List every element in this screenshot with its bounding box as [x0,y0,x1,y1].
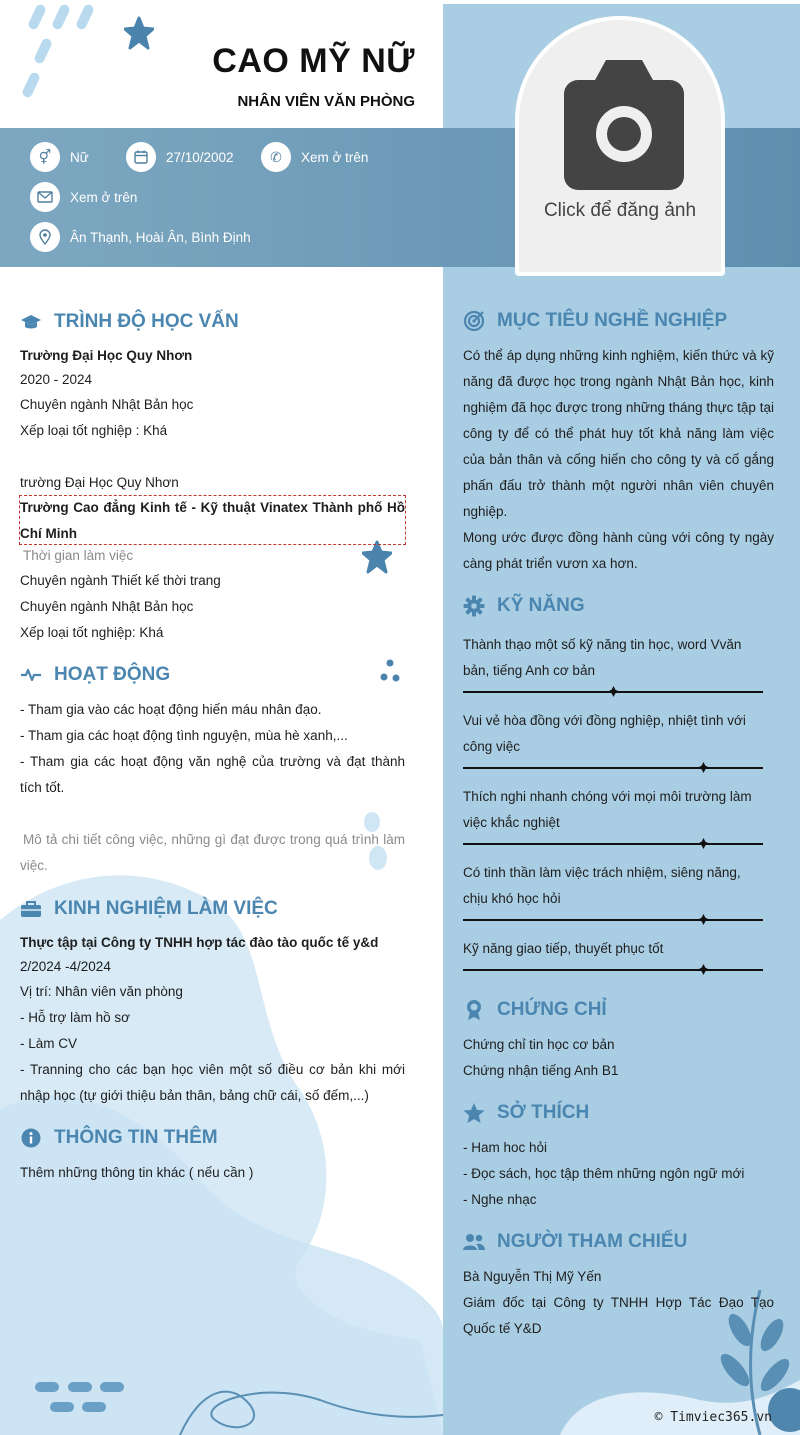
section-certificates-title [463,999,607,1021]
skill-level-marker[interactable] [698,914,709,925]
section-objective-title [463,310,727,332]
more-info-heading: THÔNG TIN THÊM [54,1127,218,1148]
dots-decoration [378,658,402,686]
pulse-icon [20,664,42,686]
education-major-1[interactable]: Chuyên ngành Nhật Bản học [20,397,194,412]
dash-decoration [30,1378,130,1418]
hobby-item-3[interactable]: - Nghe nhạc [463,1192,537,1207]
section-references-title [463,1231,687,1253]
avatar-upload[interactable] [515,16,725,276]
activity-item-3[interactable]: - Tham gia các hoạt động văn nghệ của trường và đạt thành tích tốt. [20,754,405,795]
phone-value[interactable]: Xem ở trên [301,149,369,165]
skill-level-marker[interactable] [608,686,619,697]
section-skills-title [463,595,585,617]
candidate-position: NHÂN VIÊN VĂN PHÒNG [237,93,415,110]
birthday-value[interactable]: 27/10/2002 [166,149,234,165]
skill-bar-2[interactable] [463,767,763,769]
gear-icon [463,595,485,617]
skill-bar-3[interactable] [463,843,763,845]
education-major-2a[interactable]: Chuyên ngành Thiết kế thời trang [20,573,221,588]
education-major-2b[interactable]: Chuyên ngành Nhật Bản học [20,599,194,614]
skill-bar-5[interactable] [463,969,763,971]
phone-icon: ✆ [261,142,291,172]
activity-item-2[interactable]: - Tham gia các hoạt động tình nguyện, mùa hè xanh,... [20,728,348,743]
education-school-2[interactable]: Trường Cao đẳng Kinh tế - Kỹ thuật Vinatex Thành phố Hồ Chí Minh [20,500,405,541]
education-period-2[interactable]: Thời gian làm việc [23,548,134,563]
skill-label-5[interactable]: Kỹ năng giao tiếp, thuyết phục tốt [463,941,664,956]
section-activities-title [20,664,170,686]
skills-heading: KỸ NĂNG [497,595,585,616]
skill-label-3[interactable]: Thích nghi nhanh chóng với mọi môi trường làm việc khắc nghiệt [463,789,752,830]
star-icon [463,1102,485,1124]
experience-company[interactable]: Thực tập tại Công ty TNHH hợp tác đào tào quốc tế y&d [20,935,379,950]
education-grade-2[interactable]: Xếp loại tốt nghiệp: Khá [20,625,164,640]
education-heading: TRÌNH ĐỘ HỌC VẤN [54,311,239,332]
reference-detail[interactable]: Giám đốc tại Công ty TNHH Hợp Tác Đạo Tạo Quốc tế Y&D [463,1295,774,1336]
users-icon [463,1231,485,1253]
skill-bar-1[interactable] [463,691,763,693]
activity-description[interactable]: Mô tả chi tiết công việc, những gì đạt được trong quá trình làm việc. [20,832,405,873]
reference-name[interactable]: Bà Nguyễn Thị Mỹ Yến [463,1269,602,1284]
gender-value[interactable]: Nữ [70,149,89,165]
activities-heading: HOẠT ĐỘNG [54,664,171,685]
experience-period[interactable]: 2/2024 -4/2024 [20,959,111,974]
skill-level-marker[interactable] [698,838,709,849]
info-icon [20,1127,42,1149]
skill-label-2[interactable]: Vui vẻ hòa đồng với đồng nghiệp, nhiệt tình với công việc [463,713,746,754]
graduation-cap-icon [20,311,42,333]
skill-level-marker[interactable] [698,964,709,975]
experience-heading: KINH NGHIỆM LÀM VIỆC [54,898,278,919]
gender-icon: ⚥ [30,142,60,172]
section-experience-title [20,898,278,920]
activity-item-1[interactable]: - Tham gia vào các hoạt động hiến máu nhân đạo. [20,702,322,717]
education-school-lower[interactable]: trường Đại Học Quy Nhơn [20,475,179,490]
certificate-item-1[interactable]: Chứng chỉ tin học cơ bản [463,1037,615,1052]
objective-paragraph-2[interactable]: Mong ước được đồng hành cùng với công ty ngày càng phát triển vươn xa hơn. [463,530,774,571]
experience-task-2[interactable]: - Làm CV [20,1036,78,1051]
objective-paragraph-1[interactable]: Có thể áp dụng những kinh nghiệm, kiến thức và kỹ năng đã được học trong ngành Nhật Bản học, kinh nghiệm đã học được trong những tháng thực tập tại công ty để có thể phát huy tốt khả năng làm việc của bản thân và cống hiến cho công ty và cố gắng phấn đấu trở thành một người nhân viên chuyên nghiệp. [463,348,774,519]
section-more-info-title [20,1127,218,1149]
education-school-1[interactable]: Trường Đại Học Quy Nhơn [20,348,193,363]
section-education-title [20,311,239,333]
education-grade-1[interactable]: Xếp loại tốt nghiệp : Khá [20,423,168,438]
objective-heading: MỤC TIÊU NGHỀ NGHIỆP [497,310,728,331]
avatar-placeholder[interactable] [519,20,721,272]
experience-task-3[interactable]: - Tranning cho các bạn học viên một số điều cơ bản khi mới nhập học (tự giới thiệu bản thân, bảng chữ cái, số đếm,...) [20,1062,405,1103]
more-info-text[interactable]: Thêm những thông tin khác ( nếu cần ) [20,1165,254,1180]
hobby-item-1[interactable]: - Ham hoc hỏi [463,1140,548,1155]
briefcase-icon [20,898,42,920]
experience-role[interactable]: Vị trí: Nhân viên văn phòng [20,984,183,999]
contact-address [30,222,251,252]
certificates-heading: CHỨNG CHỈ [497,999,607,1020]
camera-icon [564,58,684,190]
calendar-icon [126,142,156,172]
skill-label-4[interactable]: Có tinh thần làm việc trách nhiệm, siêng năng, chịu khó học hỏi [463,865,741,906]
contact-email [30,182,137,212]
skill-level-marker[interactable] [698,762,709,773]
target-icon [463,310,485,332]
watermark-footer: © Timviec365.vn [654,1410,772,1425]
candidate-name: CAO MỸ NỮ [212,42,415,80]
location-pin-icon [30,222,60,252]
hobby-item-2[interactable]: - Đọc sách, học tập thêm những ngôn ngữ mới [463,1166,745,1181]
email-value[interactable]: Xem ở trên [70,189,138,205]
address-value[interactable]: Ân Thạnh, Hoài Ân, Bình Định [70,229,251,245]
references-heading: NGƯỜI THAM CHIẾU [497,1231,688,1252]
medal-icon [463,999,485,1021]
envelope-icon [30,182,60,212]
hobbies-heading: SỞ THÍCH [497,1102,590,1123]
contact-gender [30,142,89,172]
experience-task-1[interactable]: - Hỗ trợ làm hồ sơ [20,1010,130,1025]
contact-phone [261,142,368,172]
upload-photo-label[interactable]: Click để đăng ảnh [543,200,697,221]
skill-bar-4[interactable] [463,919,763,921]
skill-label-1[interactable]: Thành thạo một số kỹ năng tin học, word Vvăn bản, tiếng Anh cơ bản [463,637,742,678]
contact-birthday [126,142,234,172]
education-period-1[interactable]: 2020 - 2024 [20,372,93,387]
rain-decoration [18,4,118,114]
certificate-item-2[interactable]: Chứng nhận tiếng Anh B1 [463,1063,619,1078]
section-hobbies-title [463,1102,589,1124]
